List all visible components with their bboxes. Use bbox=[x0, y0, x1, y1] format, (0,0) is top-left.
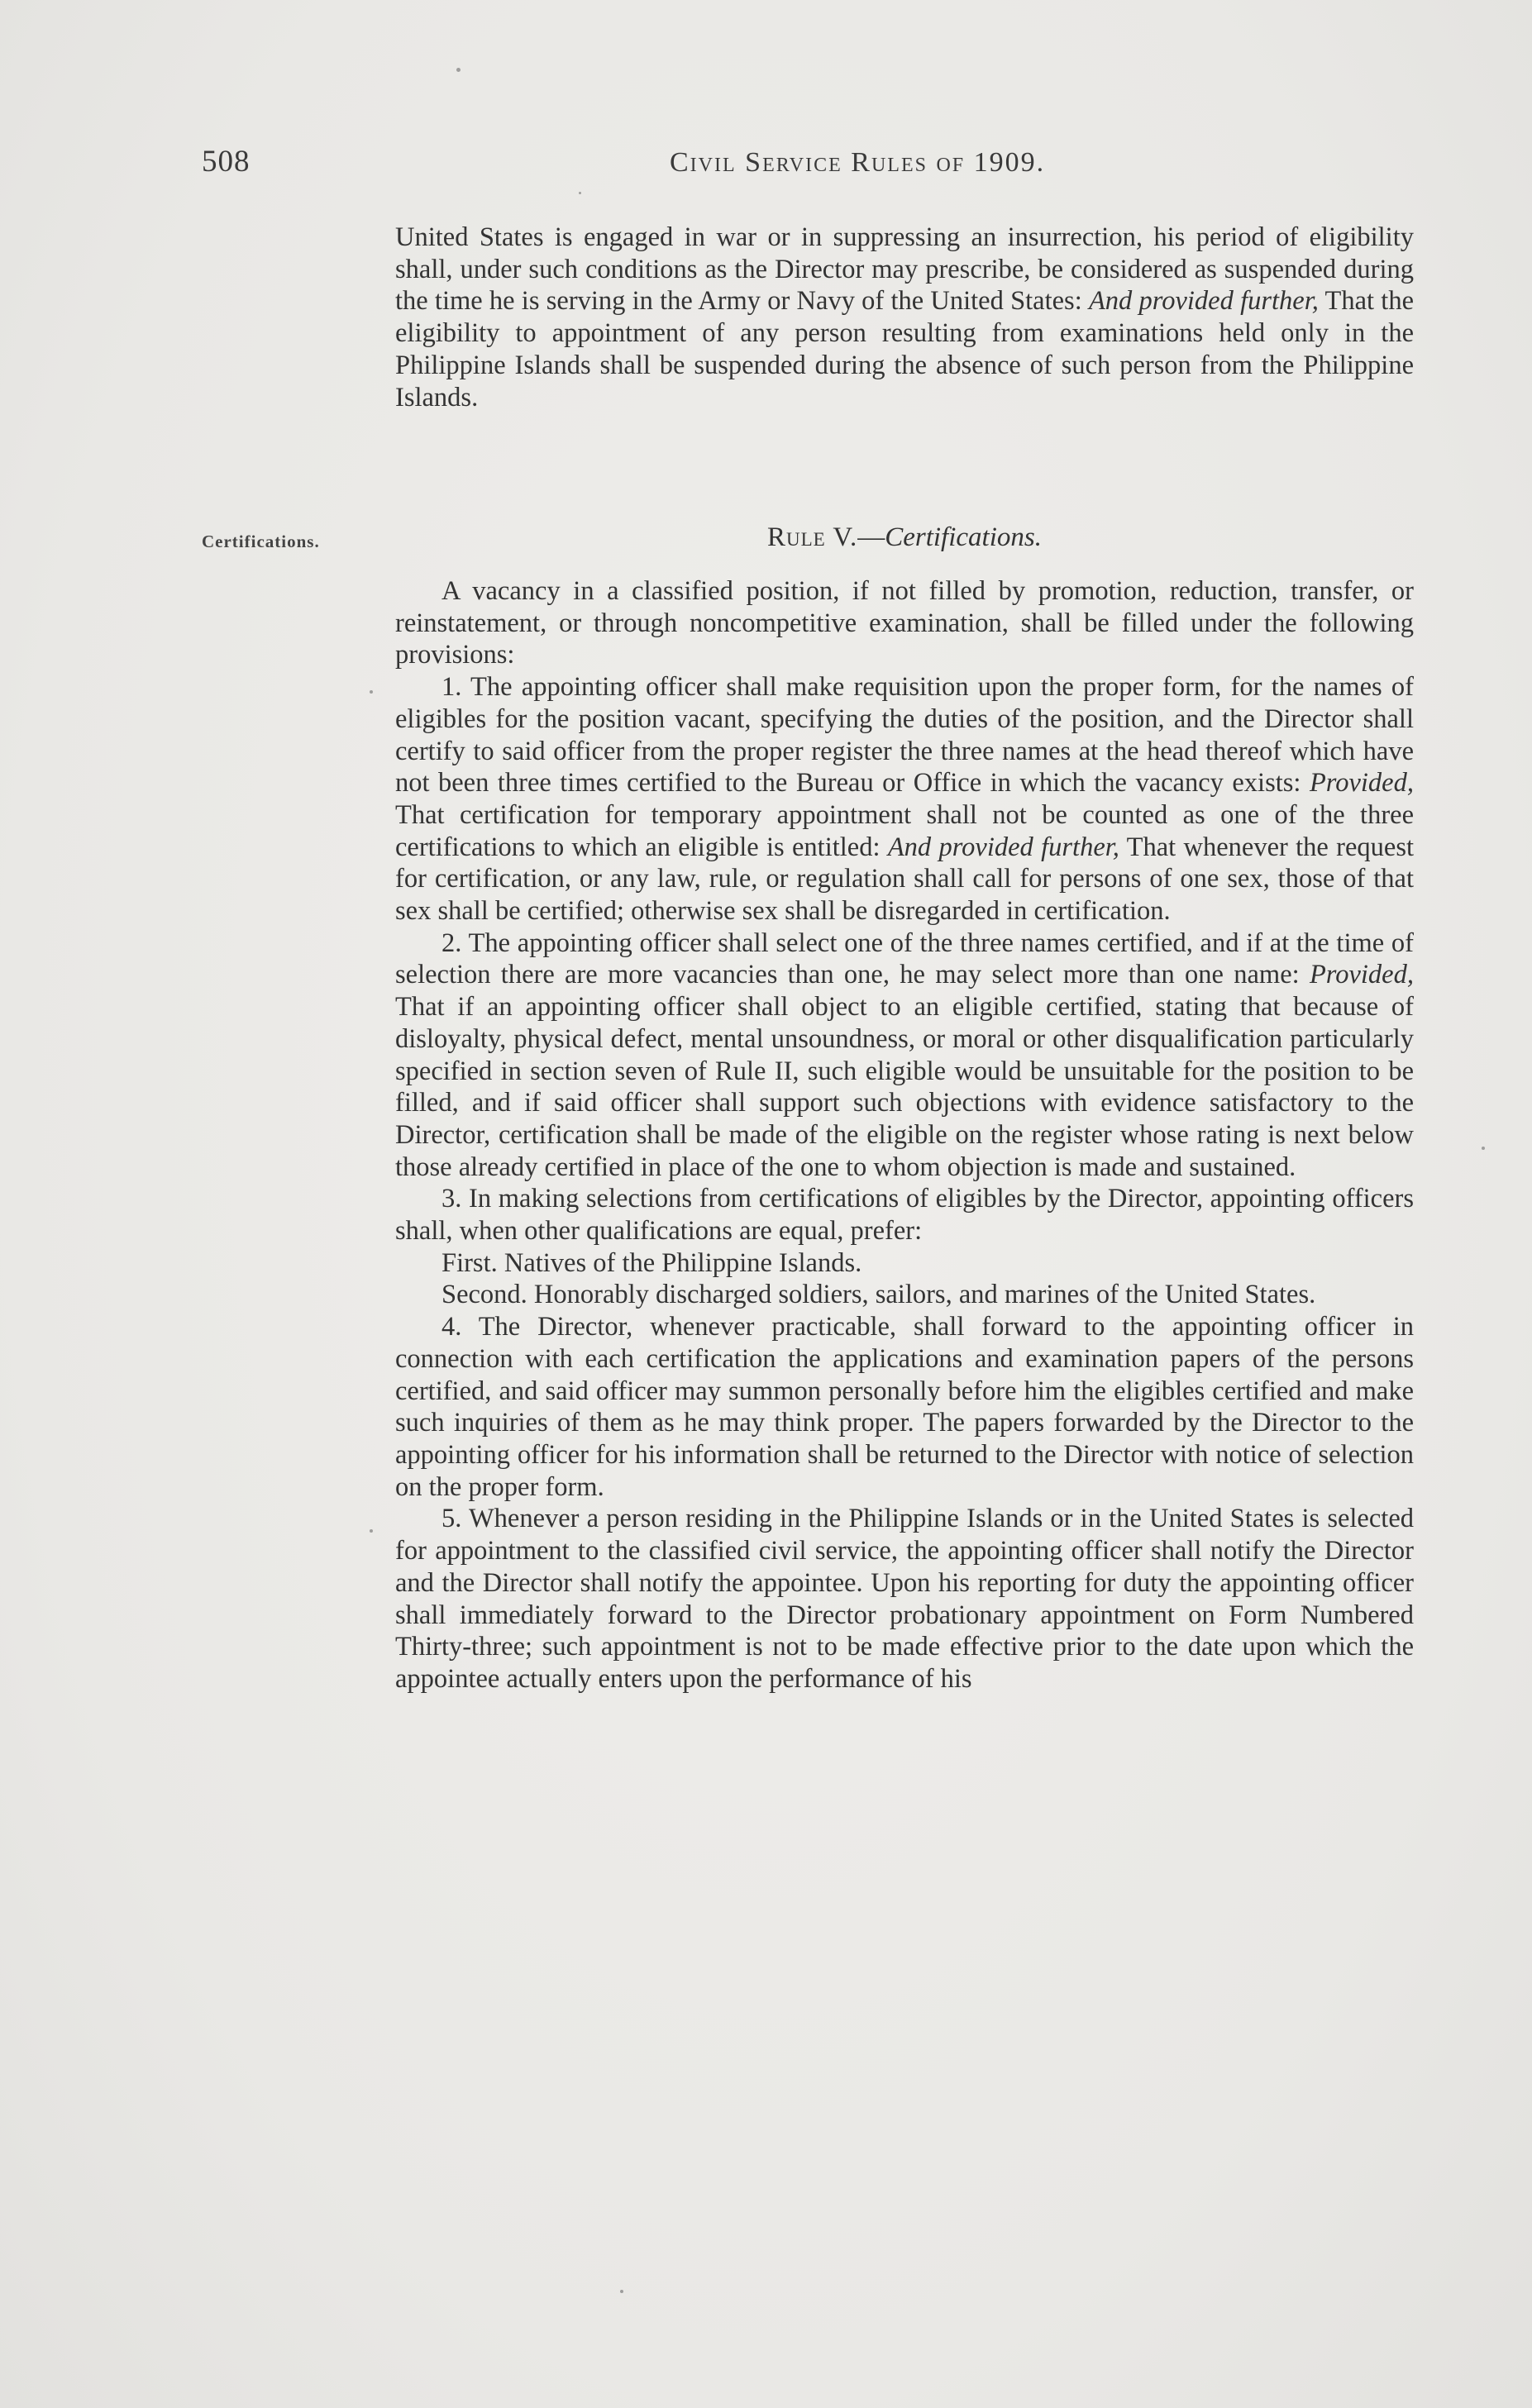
paragraph-section-5: 5. Whenever a person residing in the Philippine Islands or in the United States is selected for appointment to the classified civil service, the appointing officer shall notify the Director and the Director shall notify the appointee. Upon his reporting for duty the appointing officer shall immediately forward to the Director probationary appointment on Form Numbered Thirty-three; such appointment is not to be made effective prior to the date upon which the appointee actually enters upon the performance of his bbox=[395, 1504, 1414, 1694]
text-run: That if an appointing officer shall object to an eligible certified, stating that because of disloyalty, physical defect, mental unsoundness, or moral or other disqualification particularly specified in section seven of Rule II, such eligible would be unsuitable for the position to be filled, and if said officer shall support such objections with evidence satisfactory to the Director, certification shall be made of the eligible on the register whose rating is next below those already certified in place of the one to whom objection is made and sustained. bbox=[395, 992, 1414, 1182]
section-heading bbox=[395, 522, 1414, 553]
preference-second: Second. Honorably discharged soldiers, sailors, and marines of the United States. bbox=[441, 1280, 1316, 1310]
preference-first: First. Natives of the Philippine Islands. bbox=[441, 1247, 862, 1278]
text-run: 1. The appointing officer shall make requisition upon the proper form, for the names of eligibles for the position vacant, specifying the duties of the position, and the Director shall certify to said officer from the proper register the three names at the head thereof which have not been three times certified to the Bureau or Office in which the vacancy exists: bbox=[395, 672, 1414, 799]
paragraph-section-1 bbox=[395, 671, 1414, 927]
running-head: Civil Service Rules of 1909. bbox=[670, 147, 1046, 178]
rule-label: Rule V. bbox=[767, 522, 858, 552]
italic-text: And provided further, bbox=[1088, 286, 1319, 317]
paragraph-intro: A vacancy in a classified position, if not filled by promotion, reduction, transfer, or reinstatement, or through noncompetitive examination, shall be filled under the following provisions: bbox=[395, 576, 1414, 670]
page-number: 508 bbox=[202, 145, 251, 179]
text-run: That the eligibility to appointment of any person resulting from examinations held only in the Philippine Islands shall be suspended during the absence of such person from the Philippine Islands. bbox=[395, 286, 1414, 412]
rule-title: Certifications. bbox=[885, 522, 1042, 552]
text-run: United States is engaged in war or in suppressing an insurrection, his period of eligibility shall, under such conditions as the Director may prescribe, be considered as suspended during the time he is serving in the Army or Navy of the United States: bbox=[395, 222, 1414, 317]
paragraph-section-4: 4. The Director, whenever practicable, shall forward to the appointing officer in connection with each certification the applications and examination papers of the persons certified, and said officer may summon personally before him the eligibles certified and make such inquiries of them as he may think proper. The papers forwarded by the Director to the appointing officer for his information shall be returned to the Director with notice of selection on the proper form. bbox=[395, 1312, 1414, 1502]
margin-note: Certifications. bbox=[202, 532, 320, 551]
text-run: That whenever the request for certification, or any law, rule, or regulation shall call for persons of one sex, those of that sex shall be certified; otherwise sex shall be disregarded in certification. bbox=[395, 832, 1414, 927]
italic-text: And provided further, bbox=[887, 832, 1119, 862]
text-run: 2. The appointing officer shall select one of the three names certified, and if at the time of selection there are more vacancies than one, he may select more than one name: bbox=[395, 927, 1414, 990]
scan-speck bbox=[456, 68, 461, 72]
scan-speck bbox=[370, 1529, 373, 1533]
scan-speck bbox=[370, 690, 373, 694]
rule-body bbox=[395, 575, 1414, 1695]
scan-speck bbox=[1482, 1147, 1485, 1150]
continued-paragraph bbox=[395, 222, 1414, 413]
paragraph bbox=[395, 222, 1414, 413]
italic-text: Provided, bbox=[1309, 960, 1414, 990]
heading-dash: — bbox=[857, 522, 885, 552]
italic-text: Provided, bbox=[1309, 768, 1414, 799]
text-run: That certification for temporary appointment shall not be counted as one of the three certifications to which an eligible is entitled: bbox=[395, 799, 1414, 862]
scan-speck bbox=[620, 2290, 623, 2293]
paragraph-section-3: 3. In making selections from certifications of eligibles by the Director, appointing officers shall, when other qualifications are equal, prefer: bbox=[395, 1184, 1414, 1247]
scan-speck bbox=[579, 192, 581, 194]
paragraph-section-2 bbox=[395, 927, 1414, 1184]
